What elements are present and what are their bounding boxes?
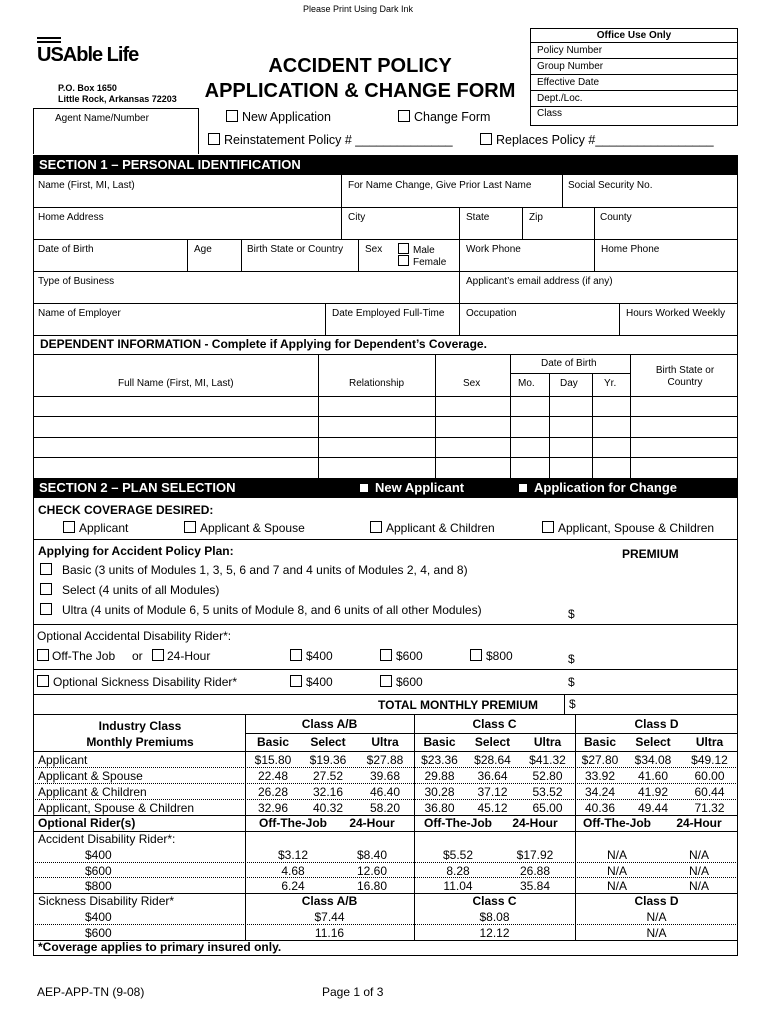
plan-ultra-label: Ultra (4 units of Module 6, 5 units of Module 8, and 6 units of all other Modules) (62, 603, 482, 617)
coverage-applicant[interactable] (63, 521, 128, 535)
hour24-checkbox[interactable] (152, 649, 164, 661)
dep-birth-state-header: Birth State or Country (655, 365, 715, 388)
accident-800-checkbox[interactable] (470, 649, 482, 661)
coverage-children[interactable] (370, 521, 495, 535)
page-number: Page 1 of 3 (322, 985, 384, 999)
accident-rider-cell: N/A (688, 848, 709, 862)
sickness-rider-cell: N/A (646, 926, 667, 940)
accident-rider-cell: 12.60 (356, 864, 388, 878)
dep-day-header: Day (560, 378, 578, 389)
sickness-rider-cell: $8.08 (479, 910, 510, 924)
new-applicant-label: New Applicant (375, 480, 465, 495)
coverage-footnote: *Coverage applies to primary insured only. (38, 940, 282, 954)
coverage-spouse-checkbox[interactable] (184, 521, 196, 533)
premium-cell: 32.16 (312, 785, 344, 799)
check-coverage-label: CHECK COVERAGE DESIRED: (38, 503, 214, 517)
sickness-400-option[interactable] (290, 675, 333, 689)
office-dept-loc: Dept./Loc. (531, 91, 737, 107)
change-form-option[interactable] (398, 110, 490, 124)
office-class: Class (537, 108, 563, 119)
coverage-applicant-checkbox[interactable] (63, 521, 75, 533)
accident-rider-cell: 11.04 (443, 879, 473, 893)
accident-800-label: $800 (486, 649, 513, 663)
new-applicant-option[interactable] (360, 478, 464, 498)
dep-year-header: Yr. (604, 378, 617, 389)
hour24-header: 24-Hour (676, 816, 722, 830)
section2-header (33, 478, 738, 498)
premium-cell: 37.12 (477, 785, 508, 799)
address-line-1: P.O. Box 1650 (58, 83, 117, 93)
premium-cell: 33.92 (584, 769, 616, 783)
office-effective-date: Effective Date (531, 75, 737, 91)
accident-rider-cell: N/A (606, 864, 627, 878)
accident-400-label: $400 (306, 649, 333, 663)
logo-text: USAble Life (37, 44, 139, 66)
accident-600-label: $600 (396, 649, 423, 663)
home-phone-label: Home Phone (601, 244, 660, 255)
female-label: Female (413, 257, 447, 268)
or-label: or (132, 649, 143, 663)
section1-header: SECTION 1 – PERSONAL IDENTIFICATION (33, 155, 738, 175)
business-type-label: Type of Business (38, 276, 115, 287)
agent-label: Agent Name/Number (55, 113, 149, 124)
new-applicant-square-icon[interactable] (360, 484, 368, 492)
accident-rider-cell: N/A (606, 879, 627, 893)
dep-month-header: Mo. (518, 378, 535, 389)
male-label: Male (413, 245, 435, 256)
optional-riders-label: Optional Rider(s) (38, 816, 136, 830)
hour24-header: 24-Hour (349, 816, 395, 830)
birth-state-label: Birth State or Country (247, 244, 344, 255)
coverage-family[interactable] (542, 521, 714, 535)
industry-class-label: Industry Class (98, 719, 182, 733)
dependent-info-title: DEPENDENT INFORMATION - Complete if Applying for Dependent’s Coverage. (40, 337, 487, 351)
optional-sickness-label: Optional Sickness Disability Rider* (53, 675, 238, 689)
name-field-label: Name (First, MI, Last) (38, 180, 135, 191)
accident-rider-cell: $5.52 (442, 848, 474, 862)
change-form-label: Change Form (414, 110, 491, 124)
monthly-premiums-label: Monthly Premiums (86, 735, 194, 749)
accident-rider-cell: 4.68 (281, 864, 305, 878)
total-premium-dollar: $ (569, 697, 576, 711)
new-application-option[interactable] (226, 110, 331, 124)
coverage-spouse[interactable] (184, 521, 305, 535)
hours-weekly-label: Hours Worked Weekly (626, 308, 726, 319)
off-the-job-label: Off-The Job (52, 649, 116, 663)
office-use-title: Office Use Only (531, 29, 737, 43)
premium-cell: $41.32 (529, 753, 566, 767)
level-header: Select (474, 735, 511, 749)
premium-cell: $27.88 (366, 753, 404, 767)
premium-cell: 58.20 (369, 801, 401, 815)
accident-rider-amount: $400 (85, 848, 112, 862)
premium-cell: 49.44 (637, 801, 669, 815)
male-checkbox[interactable] (398, 243, 409, 254)
app-change-option[interactable] (519, 478, 677, 498)
new-application-label: New Application (242, 110, 331, 124)
section2-title: SECTION 2 – PLAN SELECTION (39, 480, 236, 495)
optional-sickness-option[interactable] (37, 675, 237, 689)
sickness-600-label: $600 (396, 675, 423, 689)
dep-full-name-header: Full Name (First, MI, Last) (118, 378, 234, 389)
sickness-rider-amount: $400 (85, 910, 112, 924)
accident-rider-cell: 16.80 (356, 879, 388, 893)
sickness-rider-cell: N/A (646, 910, 667, 924)
app-change-square-icon[interactable] (519, 484, 527, 492)
optional-sickness-checkbox[interactable] (37, 675, 49, 687)
coverage-family-label: Applicant, Spouse & Children (558, 521, 715, 535)
premium-row-label: Applicant & Children (38, 785, 147, 799)
level-header: Ultra (371, 735, 399, 749)
premium-cell: $28.64 (474, 753, 511, 767)
accident-rider-cell: N/A (688, 864, 709, 878)
premium-cell: 53.52 (532, 785, 563, 799)
dob-label: Date of Birth (38, 244, 94, 255)
company-address (58, 83, 177, 105)
accident-rider-cell: N/A (688, 879, 709, 893)
premium-cell: 41.92 (637, 785, 669, 799)
accident-600-checkbox[interactable] (380, 649, 392, 661)
county-label: County (600, 212, 632, 223)
age-label: Age (194, 244, 212, 255)
plan-premium-dollar: $ (568, 607, 575, 621)
female-checkbox[interactable] (398, 255, 409, 266)
coverage-children-label: Applicant & Children (386, 521, 495, 535)
zip-label: Zip (529, 212, 543, 223)
title-line-1: ACCIDENT POLICY (268, 55, 452, 77)
total-premium-label: TOTAL MONTHLY PREMIUM (378, 698, 539, 712)
accident-rider-cell: 35.84 (519, 879, 551, 893)
sickness-premium-dollar: $ (568, 675, 575, 689)
form-title (200, 54, 520, 104)
level-header: Basic (423, 735, 456, 749)
sickness-rider-cell: 11.16 (314, 926, 345, 940)
print-note: Please Print Using Dark Ink (303, 4, 414, 14)
sickness-rider-amount: $600 (85, 926, 112, 940)
accident-rider-cell: 26.88 (519, 864, 551, 878)
plan-ultra-checkbox[interactable] (40, 603, 52, 615)
premium-cell: 22.48 (257, 769, 289, 783)
premium-cell: 36.80 (424, 801, 455, 815)
replaces-option[interactable] (480, 133, 714, 147)
sickness-400-checkbox[interactable] (290, 675, 302, 687)
sickness-rider-cell: 12.12 (479, 926, 510, 940)
sickness-class-header-1: Class C (472, 894, 517, 908)
premium-row-label: Applicant (38, 753, 88, 767)
accident-rider-amount: $800 (85, 879, 112, 893)
applying-for-label: Applying for Accident Policy Plan: (38, 544, 234, 558)
premium-cell: 36.64 (477, 769, 508, 783)
occupation-label: Occupation (466, 308, 517, 319)
sickness-class-header-0: Class A/B (301, 894, 358, 908)
premium-cell: $27.80 (581, 753, 619, 767)
level-header: Basic (256, 735, 290, 749)
accident-rider-label: Accident Disability Rider*: (38, 832, 176, 846)
premium-cell: 65.00 (532, 801, 563, 815)
address-line-2: Little Rock, Arkansas 72203 (58, 94, 177, 104)
accident-rider-cell: 8.28 (446, 864, 470, 878)
premium-cell: 34.24 (584, 785, 616, 799)
accident-rider-cell: $8.40 (356, 848, 388, 862)
dep-relationship-header: Relationship (349, 378, 405, 389)
accident-800-option[interactable] (470, 649, 513, 663)
off-the-job-option[interactable] (37, 649, 115, 663)
level-header: Basic (583, 735, 617, 749)
accident-rider-amount: $600 (85, 864, 112, 878)
email-label: Applicant’s email address (if any) (466, 276, 613, 287)
dep-dob-header: Date of Birth (541, 358, 597, 369)
sickness-class-header-2: Class D (634, 894, 679, 908)
premium-cell: 60.44 (694, 785, 725, 799)
reinstatement-label: Reinstatement Policy # ______________ (224, 133, 453, 147)
hour24-option[interactable] (152, 649, 210, 663)
sickness-600-checkbox[interactable] (380, 675, 392, 687)
plan-ultra[interactable] (40, 603, 482, 617)
class-header-0: Class A/B (301, 717, 358, 731)
optional-accident-label: Optional Accidental Disability Rider*: (37, 629, 232, 643)
sickness-rider-cell: $7.44 (314, 910, 345, 924)
office-use-box (530, 28, 738, 126)
level-header: Select (310, 735, 346, 749)
usable-life-logo (37, 37, 138, 65)
replaces-label: Replaces Policy #_________________ (496, 133, 714, 147)
work-phone-label: Work Phone (466, 244, 521, 255)
premium-cell: $34.08 (634, 753, 672, 767)
office-policy-number: Policy Number (531, 43, 737, 59)
premium-cell: 60.00 (694, 769, 725, 783)
plan-select-checkbox[interactable] (40, 583, 52, 595)
reinstatement-checkbox[interactable] (208, 133, 220, 145)
accident-rider-cell: $3.12 (277, 848, 309, 862)
premium-cell: 52.80 (532, 769, 563, 783)
premium-cell: 26.28 (257, 785, 289, 799)
title-line-2: APPLICATION & CHANGE FORM (204, 80, 516, 102)
replaces-checkbox[interactable] (480, 133, 492, 145)
premium-cell: 29.88 (424, 769, 455, 783)
female-option[interactable] (398, 255, 446, 268)
city-label: City (348, 212, 366, 223)
accident-rider-cell: 6.24 (281, 879, 305, 893)
premium-cell: $19.36 (309, 753, 347, 767)
plan-basic[interactable] (40, 563, 468, 577)
plan-basic-checkbox[interactable] (40, 563, 52, 575)
agent-box[interactable] (33, 108, 199, 154)
accident-rider-cell: N/A (606, 848, 627, 862)
off-the-job-header: Off-The-Job (259, 816, 327, 830)
hour24-header: 24-Hour (512, 816, 558, 830)
off-the-job-header: Off-The-Job (583, 816, 651, 830)
hour24-label: 24-Hour (167, 649, 211, 663)
plan-select-label: Select (4 units of all Modules) (62, 583, 220, 597)
office-group-number: Group Number (531, 59, 737, 75)
off-the-job-header: Off-The-Job (424, 816, 492, 830)
sex-label: Sex (365, 244, 383, 255)
level-header: Ultra (695, 735, 724, 749)
state-label: State (466, 212, 490, 223)
dep-sex-header: Sex (463, 378, 481, 389)
sickness-400-label: $400 (306, 675, 333, 689)
level-header: Select (635, 735, 671, 749)
premium-cell: 45.12 (477, 801, 508, 815)
accident-600-option[interactable] (380, 649, 423, 663)
sickness-rider-label: Sickness Disability Rider* (38, 894, 175, 908)
premium-row-label: Applicant & Spouse (38, 769, 143, 783)
premium-cell: 27.52 (312, 769, 344, 783)
prior-last-name-label: For Name Change, Give Prior Last Name (348, 180, 532, 191)
home-address-label: Home Address (38, 212, 104, 223)
plan-select[interactable] (40, 583, 219, 597)
level-header: Ultra (533, 735, 562, 749)
off-the-job-checkbox[interactable] (37, 649, 49, 661)
app-change-label: Application for Change (534, 480, 677, 495)
premium-cell: 41.60 (637, 769, 669, 783)
employer-label: Name of Employer (38, 308, 121, 319)
plan-basic-label: Basic (3 units of Modules 1, 3, 5, 6 and 7 and 4 units of Modules 2, 4, and 8) (62, 563, 468, 577)
accident-rider-cell: $17.92 (516, 848, 554, 862)
coverage-applicant-label: Applicant (79, 521, 129, 535)
form-code: AEP-APP-TN (9-08) (37, 985, 145, 999)
reinstatement-option[interactable] (208, 133, 453, 147)
premium-row-label: Applicant, Spouse & Children (38, 801, 195, 815)
premium-cell: 30.28 (424, 785, 455, 799)
premium-cell: $49.12 (691, 753, 728, 767)
premium-cell: 71.32 (694, 801, 725, 815)
accident-premium-dollar: $ (568, 652, 575, 666)
premium-cell: 39.68 (369, 769, 401, 783)
class-header-2: Class D (634, 717, 679, 731)
class-header-1: Class C (472, 717, 517, 731)
new-application-checkbox[interactable] (226, 110, 238, 122)
premium-cell: 46.40 (369, 785, 401, 799)
coverage-family-checkbox[interactable] (542, 521, 554, 533)
accident-400-checkbox[interactable] (290, 649, 302, 661)
premium-cell: $23.36 (421, 753, 458, 767)
date-employed-label: Date Employed Full-Time (332, 308, 445, 319)
premium-cell: $15.80 (254, 753, 292, 767)
premium-cell: 40.32 (312, 801, 344, 815)
premium-cell: 32.96 (257, 801, 289, 815)
coverage-spouse-label: Applicant & Spouse (200, 521, 305, 535)
premium-header: PREMIUM (622, 547, 679, 561)
coverage-children-checkbox[interactable] (370, 521, 382, 533)
accident-400-option[interactable] (290, 649, 333, 663)
premium-cell: 40.36 (584, 801, 616, 815)
sickness-600-option[interactable] (380, 675, 423, 689)
industry-class-header (60, 718, 220, 750)
change-form-checkbox[interactable] (398, 110, 410, 122)
ssn-label: Social Security No. (568, 180, 653, 191)
